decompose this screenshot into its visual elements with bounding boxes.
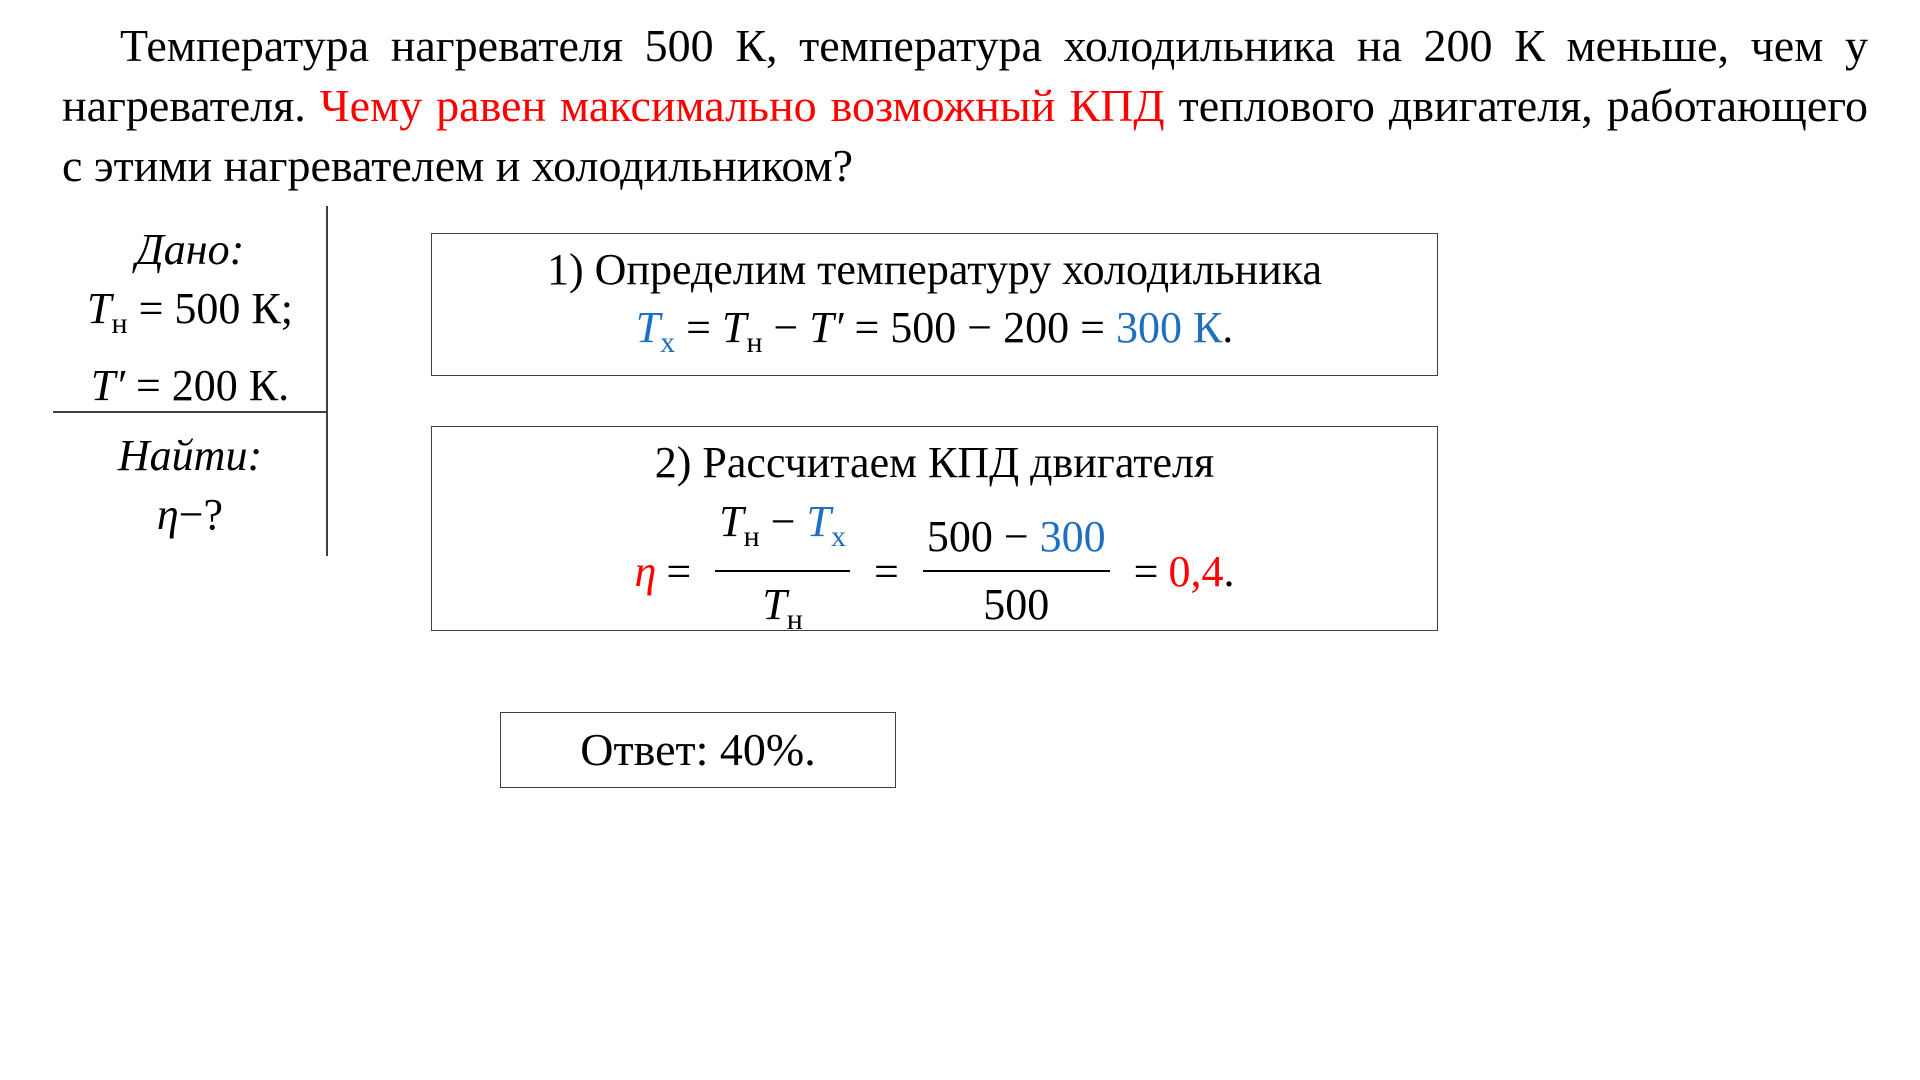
step1-tprime-symbol: T′ <box>809 303 844 352</box>
step2-equals-3: = <box>1133 546 1159 596</box>
step2-period: . <box>1223 546 1235 596</box>
formula-den-heater-symbol: T <box>762 580 787 629</box>
numeric-denominator: 500 <box>983 580 1050 629</box>
find-question-mark: −? <box>178 490 224 539</box>
step1-minus: − <box>762 303 810 352</box>
problem-statement <box>62 16 1868 196</box>
formula-num-cooler-subscript: х <box>831 520 847 553</box>
given-heading: Дано: <box>135 225 245 274</box>
step1-equation <box>432 298 1437 373</box>
formula-num-heater-subscript: н <box>743 520 760 553</box>
heater-temp-subscript: н <box>111 307 128 340</box>
formula-num-heater-symbol: T <box>719 497 744 546</box>
find-section <box>53 428 327 546</box>
efficiency-symbol: η <box>156 490 179 539</box>
given-section <box>53 222 327 417</box>
heater-temp-value: = 500 К; <box>127 284 293 333</box>
numeric-num-heater: 500 − <box>926 512 1040 561</box>
formula-den-heater-subscript: н <box>786 603 803 636</box>
given-horizontal-divider <box>53 411 327 413</box>
find-heading: Найти: <box>117 431 263 480</box>
step1-equals: = <box>675 303 722 352</box>
given-heater-temperature <box>53 278 327 355</box>
temp-diff-value: = 200 К. <box>124 361 290 410</box>
problem-part2: теплового двигателя, работающего с этими нагревателем и холодильником? <box>62 80 1868 191</box>
formula-denominator <box>758 572 807 647</box>
step1-result: 300 К <box>1115 303 1223 352</box>
cooler-temp-symbol: T <box>635 303 661 352</box>
numeric-numerator <box>923 510 1110 572</box>
temp-diff-symbol: T′ <box>90 361 125 410</box>
step2-equals-1: = <box>666 546 692 596</box>
heater-temp-symbol: T <box>87 284 112 333</box>
step2-equation <box>432 495 1437 647</box>
step1-period: . <box>1222 303 1234 352</box>
step1-box <box>431 233 1438 376</box>
step1-title: 1) Определим температуру холодильника <box>546 245 1323 294</box>
formula-numerator <box>715 495 850 572</box>
problem-question: Чему равен максимально возможный КПД <box>319 80 1165 131</box>
problem-part1: Температура нагревателя 500 К, температура холодильника на 200 К меньше, чем у нагревателя. <box>62 20 1868 131</box>
answer-text: Ответ: 40%. <box>580 724 816 775</box>
step1-calculation: = 500 − 200 = <box>843 303 1116 352</box>
numeric-num-cooler: 300 <box>1039 512 1106 561</box>
formula-num-cooler-symbol: T <box>806 497 832 546</box>
formula-num-minus: − <box>759 497 807 546</box>
answer-box <box>500 712 896 788</box>
step2-title: 2) Рассчитаем КПД двигателя <box>654 438 1215 487</box>
numeric-fraction <box>923 510 1110 632</box>
step2-equals-2: = <box>874 546 899 596</box>
step1-heater-symbol: T <box>722 303 747 352</box>
step2-box <box>431 426 1438 636</box>
cooler-temp-subscript: х <box>660 326 676 359</box>
step2-eta-symbol: η <box>634 546 657 596</box>
find-unknown <box>53 484 327 546</box>
given-temperature-difference <box>53 355 327 417</box>
step1-heater-subscript: н <box>746 326 763 359</box>
efficiency-formula-fraction <box>715 495 850 647</box>
step2-result: 0,4 <box>1168 546 1224 596</box>
